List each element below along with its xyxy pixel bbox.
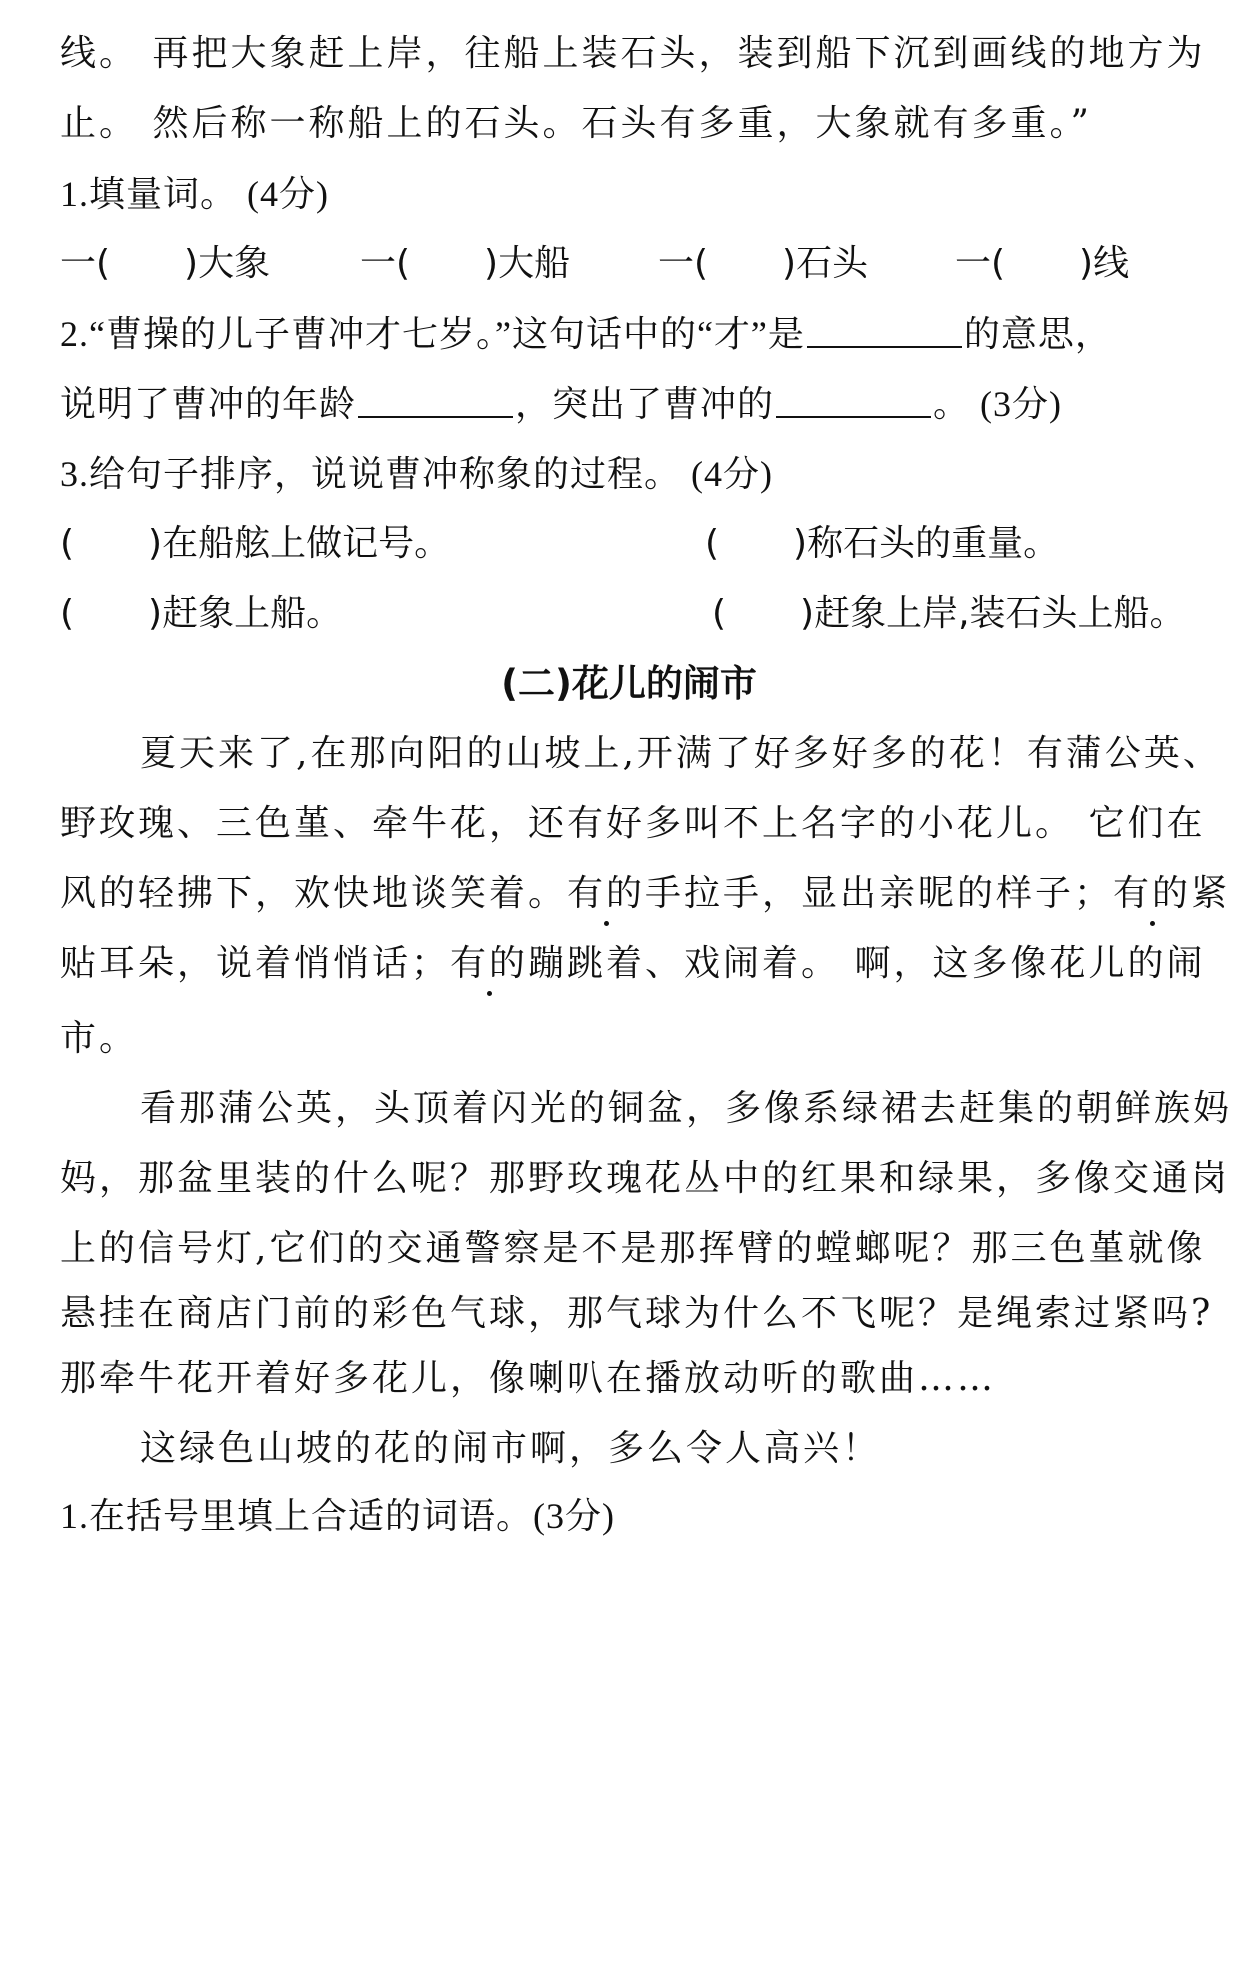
q2-blank-meaning[interactable] <box>807 310 962 348</box>
p1-line-5: 市。 <box>60 1018 139 1059</box>
q3-item-4-open: ( <box>712 593 727 634</box>
s2-q1-heading: 1.在括号里填上合适的词语。(3分) <box>60 1496 615 1536</box>
p2-line-4: 悬挂在商店门前的彩色气球，那气球为什么不飞呢？是绳索过紧吗? <box>60 1293 1214 1334</box>
p1-line-4-text-a: 贴耳朵，说着悄悄话； <box>60 943 451 984</box>
q1-item-4-prefix: 一( <box>955 243 1006 284</box>
passage-line-2: 止。 然后称一称船上的石头。石头有多重，大象就有多重。” <box>60 103 1092 144</box>
q2-line-1 <box>60 310 1210 358</box>
p1-line-4-text-b: 蹦跳着、戏闹着。 啊，这多像花儿的闹 <box>528 943 1206 984</box>
q3-item-4-text: )赶象上岸,装石头上船。 <box>800 593 1186 634</box>
q1-item-1-suffix: )大象 <box>184 243 271 284</box>
q3-item-1-open: ( <box>60 523 75 564</box>
q3-item-3-text: )赶象上船。 <box>148 593 343 634</box>
q2-line-2-text-a: 说明了曹冲的年龄 <box>60 384 357 424</box>
p1-line-3 <box>60 870 1231 918</box>
p2-line-1: 看那蒲公英，头顶着闪光的铜盆，多像系绿裙去赶集的朝鲜族妈 <box>140 1088 1233 1129</box>
q3-heading: 3.给句子排序，说说曹冲称象的过程。 (4分) <box>60 454 773 494</box>
q1-item-1 <box>60 240 270 288</box>
q3-item-3 <box>60 590 342 638</box>
p1-line-3-text-c: 紧 <box>1191 873 1231 914</box>
emphasis-you-de-1: 有的 <box>567 870 645 918</box>
q1-item-2 <box>360 240 570 288</box>
q3-item-3-open: ( <box>60 593 75 634</box>
q2-line-1-text-a: 2.“曹操的儿子曹冲才七岁。”这句话中的“才”是 <box>60 314 805 354</box>
q2-blank-quality[interactable] <box>776 380 931 418</box>
q2-line-2 <box>60 380 1210 428</box>
q1-item-3-prefix: 一( <box>658 243 709 284</box>
q3-item-1 <box>60 520 450 568</box>
p2-line-2: 妈，那盆里装的什么呢？那野玫瑰花丛中的红果和绿果，多像交通岗 <box>60 1158 1231 1199</box>
q3-item-1-text: )在船舷上做记号。 <box>148 523 451 564</box>
emphasis-you-de-2: 有的 <box>1113 870 1191 918</box>
section-2-title: (二)花儿的闹市 <box>501 662 757 705</box>
q1-heading: 1.填量词。 (4分) <box>60 174 329 214</box>
q2-line-2-text-c: 。 (3分) <box>933 384 1063 424</box>
emphasis-you-de-3: 有的 <box>450 940 528 988</box>
q3-item-2-open: ( <box>705 523 720 564</box>
q2-line-2-text-b: ，突出了曹冲的 <box>515 384 775 424</box>
p1-line-3-text-a: 风的轻拂下，欢快地谈笑着。 <box>60 873 568 914</box>
p1-line-4 <box>60 940 1210 988</box>
q1-item-4 <box>955 240 1129 288</box>
q1-item-2-suffix: )大船 <box>484 243 571 284</box>
q1-item-3-suffix: )石头 <box>782 243 869 284</box>
p3-line-1: 这绿色山坡的花的闹市啊，多么令人高兴！ <box>140 1428 882 1469</box>
passage-line-1: 线。 再把大象赶上岸，往船上装石头，装到船下沉到画线的地方为 <box>60 33 1206 74</box>
q1-item-3 <box>658 240 868 288</box>
p2-line-3: 上的信号灯,它们的交通警察是不是那挥臂的螳螂呢？那三色堇就像 <box>60 1228 1206 1269</box>
p2-line-5: 那牵牛花开着好多花儿，像喇叭在播放动听的歌曲…… <box>60 1358 997 1399</box>
p1-line-3-text-b: 手拉手，显出亲昵的样子； <box>645 873 1114 914</box>
q3-item-2-text: )称石头的重量。 <box>793 523 1060 564</box>
q3-item-4 <box>712 590 1186 638</box>
q2-line-1-text-b: 的意思， <box>963 314 1112 354</box>
q1-item-1-prefix: 一( <box>60 243 111 284</box>
q1-item-2-prefix: 一( <box>360 243 411 284</box>
p1-line-2: 野玫瑰、三色堇、牵牛花，还有好多叫不上名字的小花儿。 它们在 <box>60 803 1206 844</box>
q3-item-2 <box>705 520 1059 568</box>
q2-blank-age[interactable] <box>358 380 513 418</box>
p1-line-1: 夏天来了,在那向阳的山坡上,开满了好多好多的花！有蒲公英、 <box>140 733 1222 774</box>
q1-item-4-suffix: )线 <box>1079 243 1130 284</box>
